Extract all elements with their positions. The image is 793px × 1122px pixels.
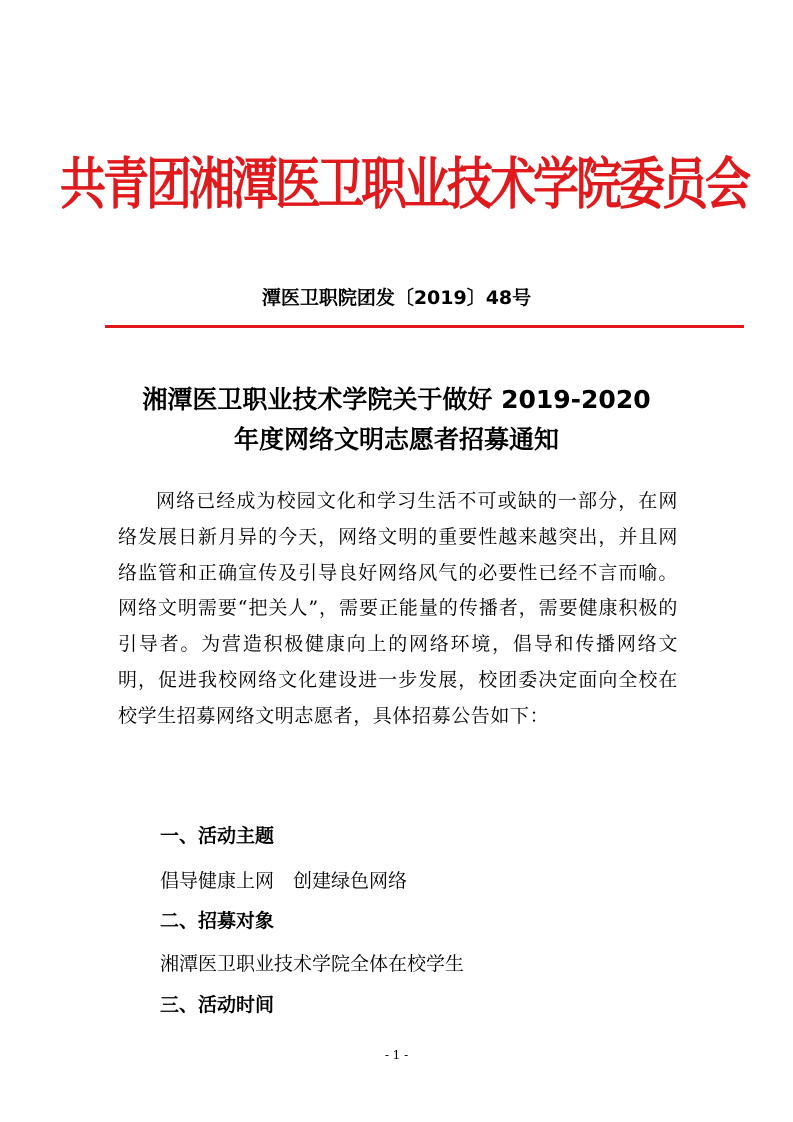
document-title-line-1: 湘潭医卫职业技术学院关于做好 2019-2020 bbox=[142, 385, 651, 414]
section-content-target: 湘潭医卫职业技术学院全体在校学生 bbox=[160, 953, 465, 975]
document-number: 潭医卫职院团发〔2019〕48号 bbox=[261, 287, 532, 309]
section-heading-target: 二、招募对象 bbox=[160, 910, 275, 932]
red-divider-line bbox=[105, 325, 744, 328]
organization-title: 共青团湘潭医卫职业技术学院委员会 bbox=[60, 150, 748, 217]
page-number: - 1 - bbox=[384, 1048, 409, 1062]
section-heading-time: 三、活动时间 bbox=[160, 994, 275, 1016]
document-title bbox=[100, 380, 693, 460]
document-title-line-2: 年度网络文明志愿者招募通知 bbox=[233, 425, 559, 454]
section-content-theme: 倡导健康上网 创建绿色网络 bbox=[160, 870, 408, 892]
intro-paragraph: 网络已经成为校园文化和学习生活不可或缺的一部分，在网络发展日新月异的今天，网络文明的重要性越来越突出，并且网络监管和正确宣传及引导良好网络风气的必要性已经不言而喻。网络文明需要“把关人”，需要正能量的传播者，需要健康积极的引导者。为营造积极健康向上的网络环境，倡导和传播网络文明，促进我校网络文化建设进一步发展，校团委决定面向全校在校学生招募网络文明志愿者，具体招募公告如下： bbox=[118, 490, 678, 727]
section-heading-theme: 一、活动主题 bbox=[160, 825, 275, 847]
